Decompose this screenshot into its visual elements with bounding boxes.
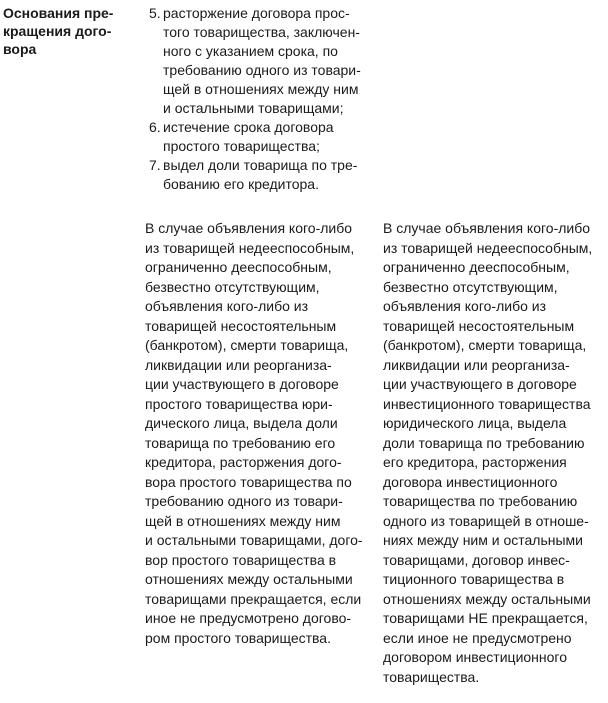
list-item [149, 156, 389, 194]
list-item [149, 118, 389, 156]
list-item-number: 6. [149, 119, 161, 135]
row-label-termination-grounds: Основания пре- кращения дого- вора [3, 5, 114, 57]
simple-partnership-paragraph: В случае объявления кого-либо из товарищей недееспособным, ограниченно дееспособным, безвестно отсутствующим, объявления кого-либо из товарищей несостоятельным (банкротом), смерти товарища, ликвидации или реорганиза- ции участвующего в договоре простого товарищества юри- дического лица, выдела доли товарища по требованию его кредитора, расторжения дого- вора простого товарищества по требованию одного из товари- щей в отношениях между ним и остальными товарищами, дого- вор простого товарищества в отношениях между остальными товарищами прекращается, если иное не предусмотрено догово- ром простого товарищества. [145, 220, 363, 646]
list-item-text: расторжение договора прос- того товарищества, заключен- ного с указанием срока, по требованию одного из товари- щей в отношениях между ним и остальными товарищами; [163, 5, 361, 116]
investment-partnership-paragraph: В случае объявления кого-либо из товарищей недееспособным, ограниченно дееспособным, безвестно отсутствующим, объявления кого-либо из товарищей несостоятельным (банкротом), смерти товарища, ликвидации или реорганиза- ции участвующего в договоре инвестиционного товарищества юридического лица, выдела доли товарища по требованию его кредитора, расторжения договора инвестиционного товарищества по требованию одного из товарищей в отноше- ниях между ним и остальными товарищами, договор инвес- тиционного товарищества в отношениях между остальными товарищами НЕ прекращается, если иное не предусмотрено договором инвестиционного товарищества. [383, 220, 593, 685]
list-item-text: выдел доли товарища по тре- бованию его кредитора. [163, 157, 358, 192]
list-item [149, 4, 389, 118]
list-item-number: 7. [149, 157, 161, 173]
termination-grounds-list [149, 4, 389, 194]
list-item-text: истечение срока договора простого товарищества; [163, 119, 334, 154]
list-item-number: 5. [149, 5, 161, 21]
